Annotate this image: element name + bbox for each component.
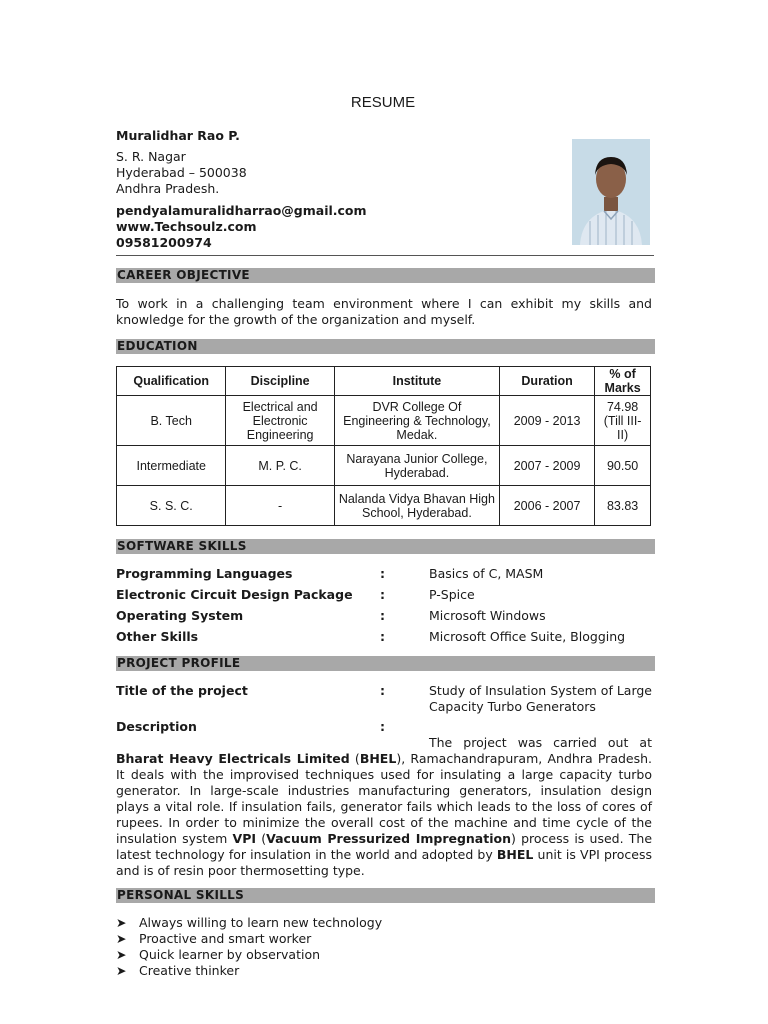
skill-value: Microsoft Office Suite, Blogging [429, 629, 626, 644]
address-line: Andhra Pradesh. [116, 181, 220, 196]
skill-label: Operating System [116, 608, 244, 623]
list-item [116, 963, 382, 979]
table-cell: Narayana Junior College, Hyderabad. [334, 446, 499, 486]
company-abbr: BHEL [496, 847, 534, 862]
table-cell: DVR College Of Engineering & Technology, Medak. [334, 396, 499, 446]
career-objective-text: To work in a challenging team environment where I can exhibit my skills and knowledge for the growth of the organization and myself. [116, 296, 652, 327]
skill-label: Programming Languages [116, 566, 293, 581]
list-item [116, 566, 654, 587]
colon: : [380, 608, 385, 623]
page-title: RESUME [350, 94, 416, 111]
address-line: Hyderabad – 500038 [116, 165, 247, 180]
colon: : [380, 629, 385, 644]
text-span: unit is VPI process and is of resin poor thermosetting type. [116, 847, 652, 878]
skill-text: Creative thinker [139, 963, 240, 978]
table-cell: 83.83 [595, 486, 651, 526]
table-cell: B. Tech [117, 396, 226, 446]
section-heading-education: EDUCATION [116, 339, 655, 354]
software-skills-list [116, 566, 654, 650]
table-row [117, 446, 651, 486]
skill-label: Electronic Circuit Design Package [116, 587, 353, 602]
table-cell: 90.50 [595, 446, 651, 486]
profile-photo-graphic [572, 139, 650, 245]
list-item [116, 915, 382, 931]
text-span: ) process is used. The latest technology for insulation in the world and adopted by [116, 831, 653, 862]
description-body [116, 751, 652, 879]
list-item [116, 608, 654, 629]
column-header: Duration [499, 367, 594, 396]
column-header: % of Marks [595, 367, 651, 396]
project-title-label: Title of the project [116, 683, 248, 698]
section-heading-software-skills: SOFTWARE SKILLS [116, 539, 655, 554]
company-name: Bharat Heavy Electricals Limited [116, 751, 350, 766]
address-line: S. R. Nagar [116, 149, 186, 164]
education-table [116, 366, 651, 526]
vpi-full-term: Vacuum Pressurized Impregnation [266, 831, 511, 846]
colon: : [380, 587, 385, 602]
colon: : [380, 719, 385, 734]
list-item [116, 931, 382, 947]
table-cell: 2006 - 2007 [499, 486, 594, 526]
phone: 09581200974 [116, 235, 212, 250]
table-cell: M. P. C. [226, 446, 334, 486]
skill-value: Basics of C, MASM [429, 566, 544, 581]
section-heading-project-profile: PROJECT PROFILE [116, 656, 655, 671]
colon: : [380, 683, 385, 698]
column-header: Institute [334, 367, 499, 396]
vpi-term: VPI [232, 831, 257, 846]
list-item [116, 947, 382, 963]
text-span: ( [256, 831, 267, 846]
table-cell: 2007 - 2009 [499, 446, 594, 486]
list-item [116, 587, 654, 608]
personal-skills-list [116, 915, 382, 979]
text-span: ), Ramachandrapuram, Andhra Pradesh. It deals with the improvised techniques used for insulating a large capacity turbo generator. In large-scale industries manufacturing generators, insulation design plays a vital role. If insulation fails, generator fails which leads to the loss of cores of rupees. In order to minimize the overall cost of the machine and time cycle of the insulation system [116, 751, 653, 846]
header-divider [116, 255, 654, 256]
text-span: ( [349, 751, 360, 766]
column-header: Discipline [226, 367, 334, 396]
project-description-text [116, 735, 652, 879]
column-header: Qualification [117, 367, 226, 396]
arrow-bullet-icon: ➤ [116, 931, 127, 946]
table-cell: 2009 - 2013 [499, 396, 594, 446]
skill-text: Quick learner by observation [139, 947, 321, 962]
skill-text: Proactive and smart worker [139, 931, 312, 946]
arrow-bullet-icon: ➤ [116, 963, 127, 978]
email: pendyalamuralidharrao@gmail.com [116, 203, 367, 218]
description-intro: The project was carried out at [429, 735, 652, 750]
header-block [116, 128, 367, 251]
table-cell: Electrical and Electronic Engineering [226, 396, 334, 446]
colon: : [380, 566, 385, 581]
skill-label: Other Skills [116, 629, 199, 644]
website: www.Techsoulz.com [116, 219, 257, 234]
candidate-name: Muralidhar Rao P. [116, 128, 240, 143]
arrow-bullet-icon: ➤ [116, 947, 127, 962]
table-header-row [117, 367, 651, 396]
description-label: Description [116, 719, 197, 734]
table-cell: - [226, 486, 334, 526]
arrow-bullet-icon: ➤ [116, 915, 127, 930]
table-cell: Intermediate [117, 446, 226, 486]
skill-text: Always willing to learn new technology [139, 915, 383, 930]
table-row [117, 486, 651, 526]
section-heading-career-objective: CAREER OBJECTIVE [116, 268, 655, 283]
table-row [117, 396, 651, 446]
project-title-value: Study of Insulation System of Large Capacity Turbo Generators [429, 683, 652, 714]
list-item [116, 629, 654, 650]
profile-photo [572, 139, 650, 245]
table-cell: Nalanda Vidya Bhavan High School, Hyderabad. [334, 486, 499, 526]
table-cell: 74.98 (Till III-II) [595, 396, 651, 446]
company-abbr: BHEL [359, 751, 397, 766]
table-cell: S. S. C. [117, 486, 226, 526]
section-heading-personal-skills: PERSONAL SKILLS [116, 888, 655, 903]
skill-value: P-Spice [429, 587, 475, 602]
skill-value: Microsoft Windows [429, 608, 546, 623]
